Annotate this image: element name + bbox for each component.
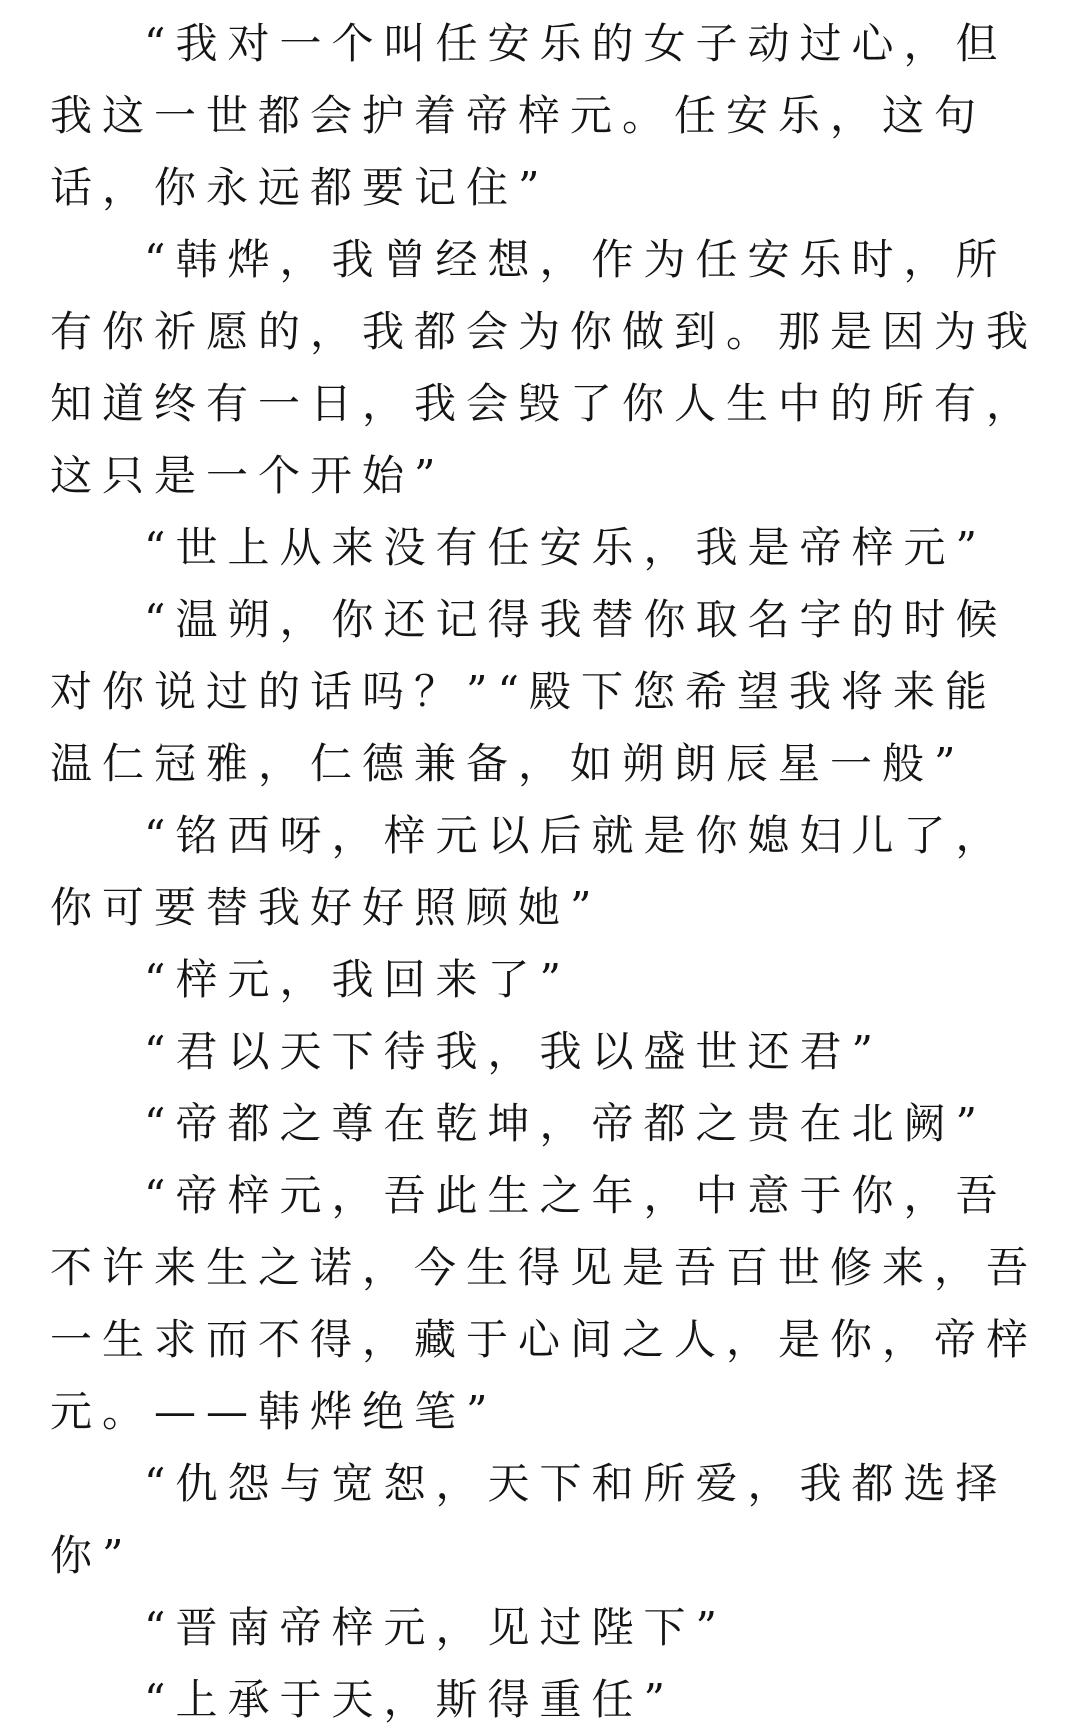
quote-paragraph: “世上从来没有任安乐，我是帝梓元” (144, 523, 987, 572)
quote-paragraph: “韩烨，我曾经想，作为任安乐时，所有你祈愿的，我都会为你做到。那是因为我知道终有一日，我会毁了你人生中的所有，这只是一个开始” (50, 235, 1039, 500)
quote-paragraph: “温朔，你还记得我替你取名字的时候对你说过的话吗？”“殿下您希望我将来能温仁冠雅，仁德兼备，如朔朗辰星一般” (50, 595, 1008, 788)
quote-paragraph: “帝都之尊在乾坤，帝都之贵在北阙” (144, 1099, 987, 1148)
quote-paragraph: “梓元，我回来了” (144, 955, 571, 1004)
quote-paragraph: “铭西呀，梓元以后就是你媳妇儿了，你可要替我好好照顾她” (50, 811, 1008, 932)
quote-paragraph: “君以天下待我，我以盛世还君” (144, 1027, 883, 1076)
quote-paragraph: “帝梓元，吾此生之年，中意于你，吾不许来生之诺，今生得见是吾百世修来，吾一生求而不得，藏于心间之人，是你，帝梓元。——韩烨绝笔” (50, 1171, 1039, 1436)
quote-paragraph: “我对一个叫任安乐的女子动过心，但我这一世都会护着帝梓元。任安乐，这句话，你永远都要记住” (50, 19, 1008, 212)
quote-paragraph: “上承于天，斯得重任” (144, 1675, 675, 1724)
quote-paragraph: “仇怨与宽恕，天下和所爱，我都选择你” (50, 1459, 1008, 1580)
quote-paragraph: “晋南帝梓元，见过陛下” (144, 1603, 727, 1652)
